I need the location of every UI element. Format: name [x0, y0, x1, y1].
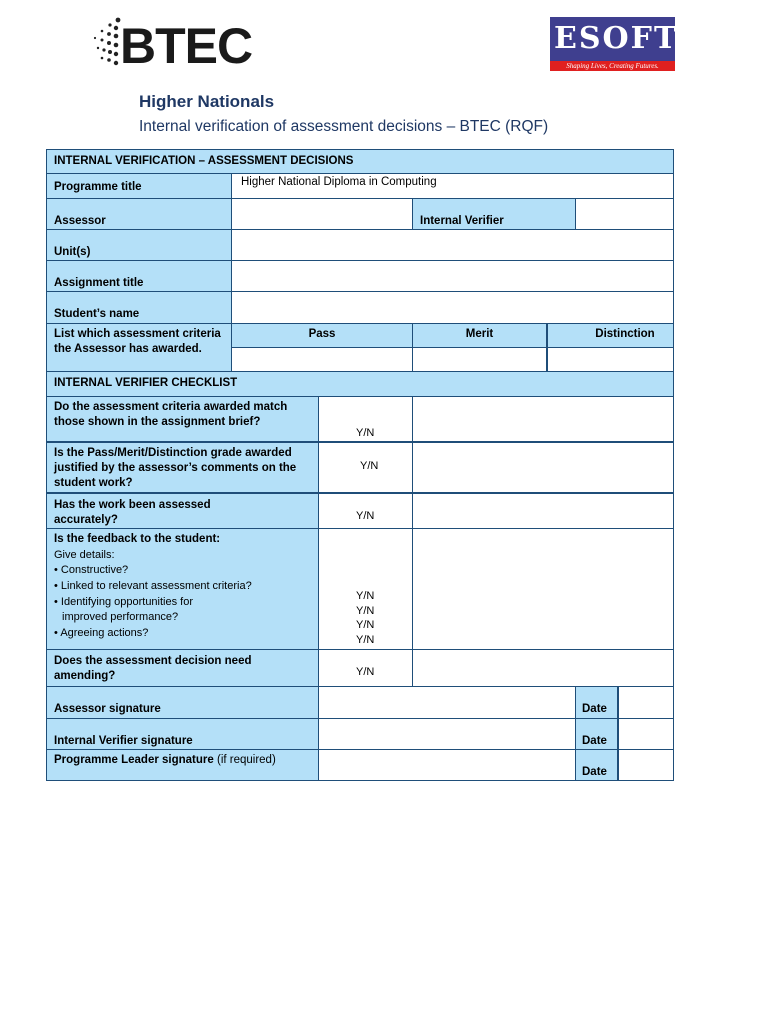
- programme-title-label-cell: [46, 173, 232, 199]
- feedback-item: • Identifying opportunities for: [54, 596, 194, 608]
- section-header-assessment-decisions: [46, 149, 674, 174]
- q4-yn-cell[interactable]: [318, 528, 413, 650]
- programme-title-value: Higher National Diploma in Computing: [241, 176, 437, 188]
- q5-comment-field[interactable]: [412, 649, 674, 687]
- q2-yn-cell[interactable]: [318, 441, 413, 493]
- assessor-signature-field[interactable]: [318, 686, 576, 719]
- date-label: Date: [582, 766, 607, 778]
- checklist-question-5: Does the assessment decision need amending?: [54, 655, 252, 682]
- yn-label: Y/N: [356, 590, 375, 602]
- checklist-question-1-cell: [46, 396, 319, 442]
- page-subtitle: Internal verification of assessment decisions – BTEC (RQF): [139, 118, 549, 135]
- q3-comment-field[interactable]: [412, 492, 674, 529]
- internal-verifier-label-cell: [412, 198, 576, 230]
- yn-label: Y/N: [356, 605, 375, 617]
- checklist-question-1: Do the assessment criteria awarded match those shown in the assignment brief?: [54, 401, 288, 428]
- iv-date-label-cell: [575, 718, 619, 750]
- iv-signature-field[interactable]: [318, 718, 576, 750]
- distinction-label: Distinction: [595, 328, 655, 340]
- checklist-question-2: Is the Pass/Merit/Distinction grade awarded justified by the assessor’s comments on the student work?: [54, 447, 297, 489]
- merit-header: [412, 323, 547, 348]
- assignment-title-field[interactable]: [231, 260, 674, 292]
- feedback-item: • Linked to relevant assessment criteria?: [54, 580, 252, 592]
- yn-label: Y/N: [356, 427, 375, 439]
- iv-date-field[interactable]: [618, 718, 674, 750]
- esoft-logo-text: ESOFT: [554, 21, 679, 56]
- assessor-field[interactable]: [231, 198, 413, 230]
- q2-comment-field[interactable]: [412, 441, 674, 493]
- student-name-label: Student’s name: [54, 308, 140, 320]
- yn-label: Y/N: [356, 634, 375, 646]
- yn-label: Y/N: [356, 619, 375, 631]
- internal-verifier-label: Internal Verifier: [420, 215, 504, 227]
- distinction-header: [546, 323, 674, 348]
- pl-signature-label: Programme Leader signature (if required): [54, 754, 276, 766]
- assessor-signature-label: Assessor signature: [54, 703, 161, 715]
- programme-title-field[interactable]: [231, 173, 674, 199]
- checklist-question-2-cell: [46, 441, 319, 493]
- programme-title-label: Programme title: [54, 181, 142, 193]
- distinction-criteria-field[interactable]: [546, 347, 674, 372]
- pl-date-field[interactable]: [618, 749, 674, 781]
- checklist-question-3-cell: [46, 492, 319, 529]
- give-details-label: Give details:: [54, 549, 115, 561]
- btec-logo: [90, 16, 253, 74]
- criteria-label: List which assessment criteria the Assessor has awarded.: [54, 328, 221, 355]
- q1-yn-cell[interactable]: [318, 396, 413, 442]
- q1-comment-field[interactable]: [412, 396, 674, 442]
- criteria-label-cell: [46, 323, 232, 372]
- date-label: Date: [582, 735, 607, 747]
- yn-label: Y/N: [356, 666, 375, 678]
- date-label: Date: [582, 703, 607, 715]
- pass-criteria-field[interactable]: [231, 347, 413, 372]
- yn-label: Y/N: [356, 510, 375, 522]
- iv-signature-label: Internal Verifier signature: [54, 735, 193, 747]
- assessor-date-label-cell: [575, 686, 619, 719]
- assessor-signature-label-cell: [46, 686, 319, 719]
- assessor-label-cell: [46, 198, 232, 230]
- q4-comment-field[interactable]: [412, 528, 674, 650]
- checklist-question-4: Is the feedback to the student:: [54, 533, 221, 545]
- feedback-item: • Agreeing actions?: [54, 627, 149, 639]
- pl-date-label-cell: [575, 749, 619, 781]
- section-title: INTERNAL VERIFICATION – ASSESSMENT DECISIONS: [54, 155, 354, 167]
- section-header-iv-checklist: [46, 371, 674, 397]
- pl-signature-label-cell: [46, 749, 319, 781]
- checklist-question-3: Has the work been assessed accurately?: [54, 499, 211, 526]
- esoft-logo-box: [550, 17, 679, 61]
- page-title: Higher Nationals: [139, 92, 275, 111]
- units-label-cell: [46, 229, 232, 261]
- student-name-field[interactable]: [231, 291, 674, 324]
- iv-signature-label-cell: [46, 718, 319, 750]
- q5-yn-cell[interactable]: [318, 649, 413, 687]
- merit-label: Merit: [465, 328, 494, 340]
- student-name-label-cell: [46, 291, 232, 324]
- internal-verifier-field[interactable]: [575, 198, 674, 230]
- q3-yn-cell[interactable]: [318, 492, 413, 529]
- pass-label: Pass: [308, 328, 336, 340]
- units-label: Unit(s): [54, 246, 91, 258]
- pass-header: [231, 323, 413, 348]
- btec-logo-text: BTEC: [120, 18, 253, 74]
- assessor-label: Assessor: [54, 215, 106, 227]
- assessor-date-field[interactable]: [618, 686, 674, 719]
- section-title: INTERNAL VERIFIER CHECKLIST: [54, 377, 238, 389]
- units-field[interactable]: [231, 229, 674, 261]
- assignment-title-label: Assignment title: [54, 277, 144, 289]
- merit-criteria-field[interactable]: [412, 347, 547, 372]
- esoft-logo: [550, 17, 679, 71]
- checklist-question-5-cell: [46, 649, 319, 687]
- esoft-tagline: Shaping Lives, Creating Futures.: [550, 61, 675, 71]
- feedback-item: • Constructive?: [54, 564, 129, 576]
- assignment-title-label-cell: [46, 260, 232, 292]
- yn-label: Y/N: [360, 460, 379, 472]
- checklist-question-4-cell: [46, 528, 319, 650]
- feedback-item-continued: improved performance?: [62, 611, 179, 623]
- pl-signature-field[interactable]: [318, 749, 576, 781]
